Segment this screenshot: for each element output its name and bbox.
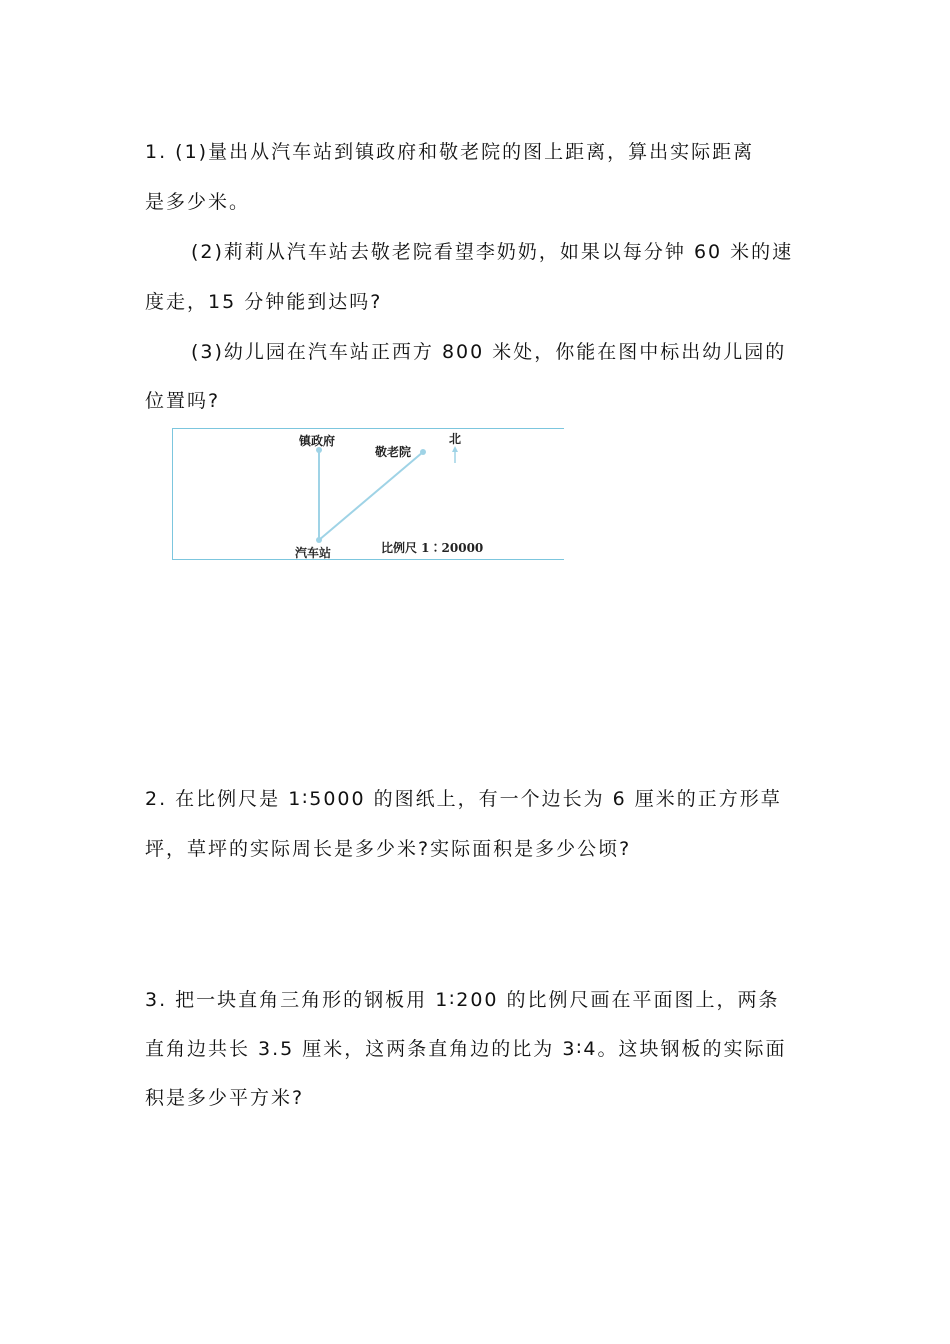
q2-line-2: 坪，草坪的实际周长是多少米?实际面积是多少公顷? [145, 838, 632, 860]
q1-line-1: 1. (1)量出从汽车站到镇政府和敬老院的图上距离，算出实际距离 [145, 141, 755, 163]
town-gov-label: 镇政府 [299, 434, 336, 448]
map-drawing [173, 429, 565, 561]
q1-line-6: 位置吗? [145, 390, 221, 412]
nursing-home-point [420, 449, 426, 455]
q1-line-5: (3)幼儿园在汽车站正西方 800 米处，你能在图中标出幼儿园的 [191, 341, 787, 363]
bus-station-point [316, 537, 322, 543]
q3-line-2: 直角边共长 3.5 厘米，这两条直角边的比为 3∶4。这块钢板的实际面 [145, 1038, 787, 1060]
q1-line-3: (2)莉莉从汽车站去敬老院看望李奶奶，如果以每分钟 60 米的速 [191, 241, 794, 263]
nursing-home-label: 敬老院 [375, 445, 412, 459]
q1-line-2: 是多少米。 [145, 191, 251, 213]
q1-line-4: 度走，15 分钟能到达吗? [145, 291, 383, 313]
north-arrow-icon [452, 446, 458, 463]
bus-station-label: 汽车站 [295, 546, 332, 560]
scale-label: 比例尺 1∶20000 [381, 541, 484, 555]
map-figure [172, 428, 564, 560]
q3-line-1: 3. 把一块直角三角形的钢板用 1∶200 的比例尺画在平面图上，两条 [145, 989, 780, 1011]
north-label: 北 [449, 432, 462, 446]
q2-line-1: 2. 在比例尺是 1∶5000 的图纸上，有一个边长为 6 厘米的正方形草 [145, 788, 782, 810]
q3-line-3: 积是多少平方米? [145, 1087, 305, 1109]
road-station-to-nursing-home [319, 452, 423, 540]
